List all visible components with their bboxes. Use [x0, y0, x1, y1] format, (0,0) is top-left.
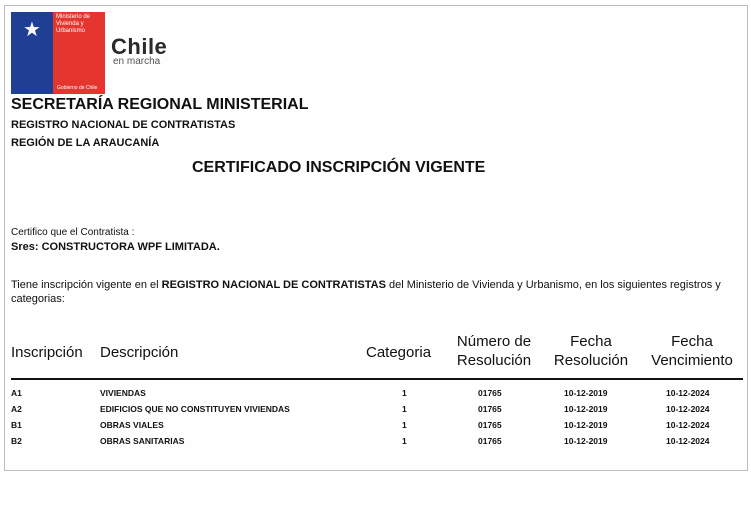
header-numero-resolucion [448, 332, 540, 370]
row-code: B2 [11, 436, 22, 446]
row-category: 1 [402, 420, 407, 430]
region-subheading: REGIÓN DE LA ARAUCANÍA [11, 137, 160, 149]
row-resolution-number: 01765 [478, 404, 502, 414]
star-icon: ★ [23, 17, 41, 41]
government-logo [11, 12, 105, 94]
header-numero-line1: Número de [456, 333, 532, 350]
header-fres-line1: Fecha [570, 333, 612, 350]
table-row [0, 404, 751, 419]
row-resolution-number: 01765 [478, 420, 502, 430]
row-code: B1 [11, 420, 22, 430]
brand-tagline: en marcha [113, 56, 161, 67]
header-inscripcion: Inscripción [11, 344, 83, 361]
table-row [0, 388, 751, 403]
row-category: 1 [402, 404, 407, 414]
header-fven-line2: Vencimiento [651, 352, 733, 369]
header-categoria: Categoria [366, 344, 432, 361]
table-row [0, 420, 751, 435]
certifico-text: Certifico que el Contratista : [11, 227, 135, 238]
registro-subheading: REGISTRO NACIONAL DE CONTRATISTAS [11, 119, 236, 131]
row-description: OBRAS SANITARIAS [100, 436, 185, 446]
statement-bold: REGISTRO NACIONAL DE CONTRATISTAS [161, 279, 386, 291]
header-fecha-vencimiento [641, 332, 743, 370]
row-category: 1 [402, 436, 407, 446]
row-resolution-date: 10-12-2019 [564, 420, 608, 430]
contractor-name: Sres: CONSTRUCTORA WPF LIMITADA. [11, 241, 220, 253]
table-row [0, 436, 751, 451]
row-expiry-date: 10-12-2024 [666, 436, 710, 446]
logo-red-panel [53, 12, 105, 94]
row-expiry-date: 10-12-2024 [666, 420, 710, 430]
statement-post: del Ministerio de Vivienda y Urbanismo, en los siguientes registros y categorias: [11, 279, 721, 305]
row-resolution-date: 10-12-2019 [564, 404, 608, 414]
row-resolution-date: 10-12-2019 [564, 388, 608, 398]
registration-statement [11, 278, 746, 306]
row-expiry-date: 10-12-2024 [666, 388, 710, 398]
logo-ministry-text: Ministerio de Vivienda y Urbanismo [56, 14, 91, 34]
logo-gobierno-text: Gobierno de Chile [57, 85, 98, 91]
statement-pre: Tiene inscripción vigente en el [11, 279, 162, 291]
header-fecha-resolucion [545, 332, 637, 370]
table-header-rule [11, 378, 743, 380]
row-category: 1 [402, 388, 407, 398]
header-fres-line2: Resolución [553, 352, 629, 369]
row-expiry-date: 10-12-2024 [666, 404, 710, 414]
header-descripcion: Descripción [100, 344, 179, 361]
row-code: A1 [11, 388, 22, 398]
certificate-title: CERTIFICADO INSCRIPCIÓN VIGENTE [192, 159, 486, 176]
secretaria-heading: SECRETARÍA REGIONAL MINISTERIAL [11, 96, 309, 113]
row-resolution-number: 01765 [478, 436, 502, 446]
row-resolution-number: 01765 [478, 388, 502, 398]
row-resolution-date: 10-12-2019 [564, 436, 608, 446]
row-description: VIVIENDAS [100, 388, 146, 398]
logo-blue-panel [11, 12, 53, 94]
row-description: EDIFICIOS QUE NO CONSTITUYEN VIVIENDAS [100, 404, 290, 414]
row-code: A2 [11, 404, 22, 414]
header-fven-line1: Fecha [671, 333, 713, 350]
header-numero-line2: Resolución [456, 352, 532, 369]
chile-brand [111, 34, 167, 67]
brand-word: Chile [111, 34, 168, 59]
row-description: OBRAS VIALES [100, 420, 164, 430]
